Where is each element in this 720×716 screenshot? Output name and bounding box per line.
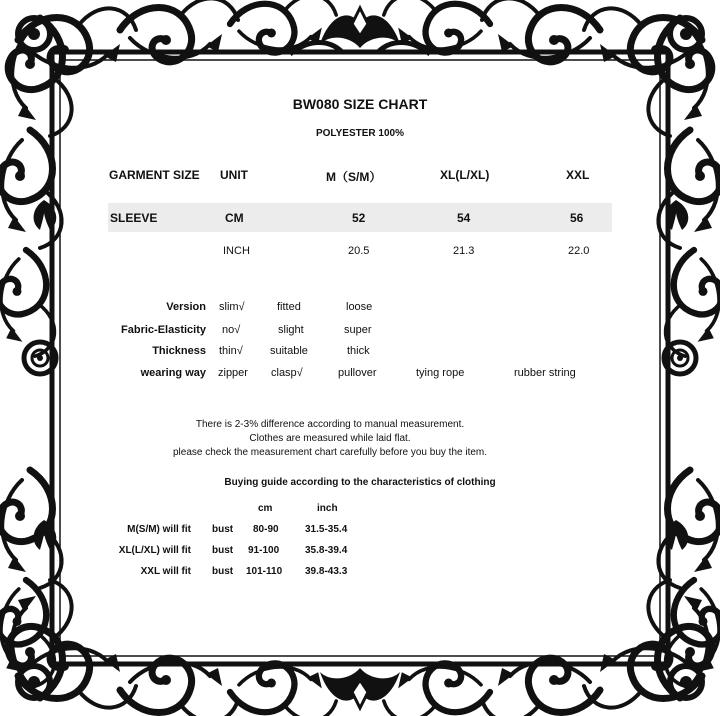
note-line: please check the measurement chart carefully before you buy the item. (172, 447, 488, 458)
guide-col-cm: cm (258, 503, 273, 514)
cell-sleeve-m-cm: 52 (352, 211, 366, 225)
attr-wearing-option: pullover (338, 367, 377, 379)
material-label: POLYESTER 100% (315, 128, 404, 139)
guide-row-inch: 31.5-35.4 (305, 524, 348, 535)
guide-row-cm: 80-90 (253, 524, 279, 535)
attr-version-option: fitted (277, 301, 301, 313)
cell-sleeve-xxl-cm: 56 (570, 211, 584, 225)
attr-thickness-option: thick (347, 345, 370, 357)
guide-title: Buying guide according to the characteristics of clothing (224, 477, 496, 488)
attr-version-option: slim√ (219, 301, 245, 313)
guide-row-size: XXL will fit (140, 566, 191, 577)
guide-row-part: bust (212, 566, 234, 577)
guide-row-inch: 39.8-43.3 (305, 566, 348, 577)
attr-thickness-option: thin√ (219, 345, 243, 357)
attr-thickness-label: Thickness (152, 345, 206, 357)
attr-version-label: Version (166, 301, 206, 313)
note-line: Clothes are measured while laid flat. (249, 433, 411, 444)
attr-elasticity-option: super (344, 324, 372, 336)
guide-col-inch: inch (317, 503, 338, 514)
attr-wearing-label: wearing way (140, 367, 206, 379)
header-size-xxl: XXL (566, 168, 590, 182)
header-size-m: M（S/M） (326, 170, 382, 184)
guide-row-cm: 101-110 (246, 566, 283, 577)
attr-wearing-option: clasp√ (271, 367, 303, 379)
attr-version-option: loose (346, 301, 373, 313)
guide-row-part: bust (212, 524, 234, 535)
row-label-sleeve: SLEEVE (110, 211, 158, 225)
cell-sleeve-xxl-inch: 22.0 (568, 245, 590, 257)
guide-row-part: bust (212, 545, 234, 556)
guide-row-inch: 35.8-39.4 (305, 545, 348, 556)
attr-wearing-option: tying rope (416, 367, 465, 379)
attr-elasticity-option: no√ (222, 324, 241, 336)
attr-wearing-option: rubber string (514, 367, 576, 379)
attr-wearing-option: zipper (218, 367, 248, 379)
cell-sleeve-m-inch: 20.5 (348, 245, 370, 257)
row-unit-cm: CM (225, 211, 244, 225)
guide-row-cm: 91-100 (248, 545, 280, 556)
attr-elasticity-option: slight (278, 324, 304, 336)
header-size-xl: XL(L/XL) (440, 168, 490, 182)
guide-row-size: XL(L/XL) will fit (118, 545, 191, 556)
note-line: There is 2-3% difference according to manual measurement. (195, 419, 465, 430)
attr-elasticity-label: Fabric-Elasticity (121, 324, 206, 336)
row-unit-inch: INCH (223, 245, 250, 257)
page-title: BW080 SIZE CHART (292, 96, 428, 112)
cell-sleeve-xl-cm: 54 (457, 211, 471, 225)
attr-thickness-option: suitable (270, 345, 308, 357)
cell-sleeve-xl-inch: 21.3 (453, 245, 475, 257)
guide-row-size: M(S/M) will fit (127, 524, 191, 535)
header-unit: UNIT (220, 168, 248, 182)
header-garment-size: GARMENT SIZE (109, 168, 200, 182)
